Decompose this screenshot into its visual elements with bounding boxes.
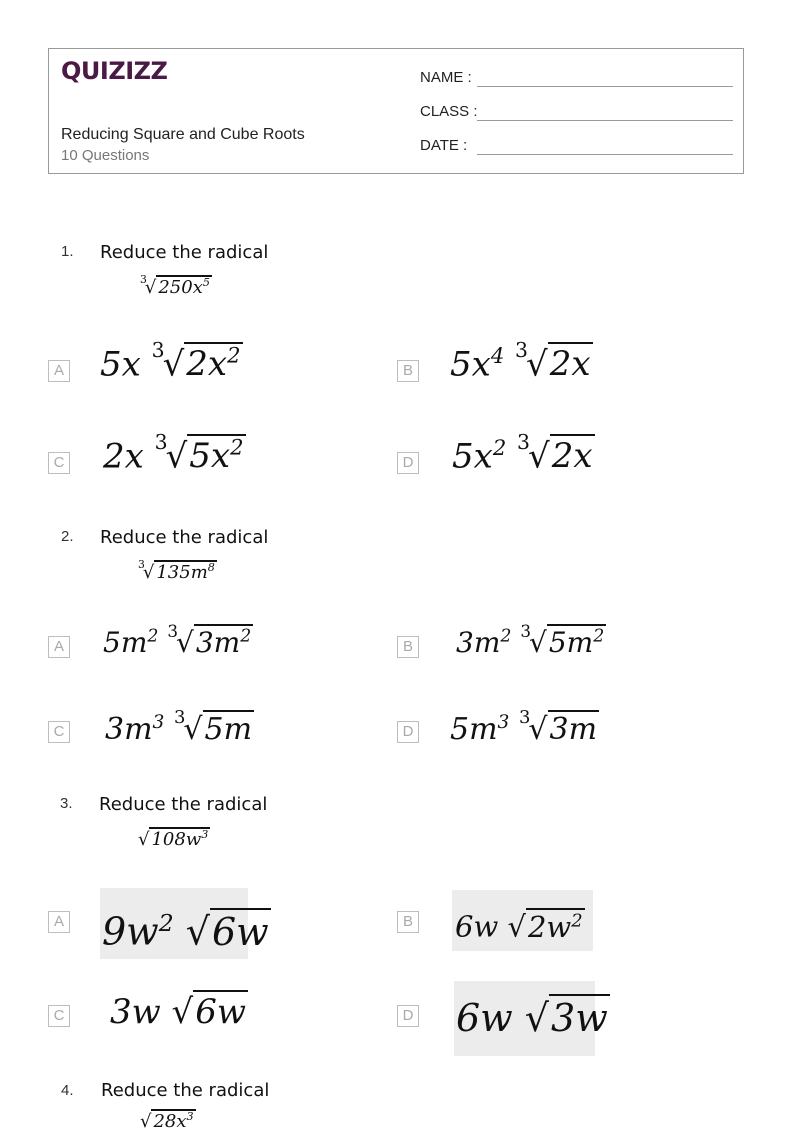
root-index: 3 xyxy=(520,620,532,641)
radicand: 108w xyxy=(151,829,202,850)
coefficient: 5m xyxy=(103,626,148,659)
option-letter-a[interactable]: A xyxy=(48,360,70,382)
radicand-exponent: 2 xyxy=(230,435,244,460)
date-line[interactable] xyxy=(477,154,733,155)
radical-sign: √ xyxy=(142,562,155,583)
radicand: 6w xyxy=(212,909,269,954)
radical-sign: √ xyxy=(144,277,157,298)
exponent: 3 xyxy=(201,828,209,841)
option-letter-c[interactable]: C xyxy=(48,1005,70,1027)
radical-sign: √ xyxy=(162,344,185,385)
radicand: 3w xyxy=(551,996,608,1040)
coefficient: 6w xyxy=(456,996,513,1040)
radicand: 5m xyxy=(204,712,253,747)
coefficient: 5m xyxy=(450,712,498,747)
radicand-exponent: 2 xyxy=(593,626,605,647)
radicand: 3m xyxy=(195,626,241,659)
coefficient: 2x xyxy=(103,436,144,477)
coefficient-exponent: 3 xyxy=(152,712,165,733)
radicand: 2w xyxy=(527,909,572,944)
radicand: 2x xyxy=(186,344,228,385)
date-label: DATE : xyxy=(420,137,468,154)
radical-sign: √ xyxy=(507,909,526,944)
root-index: 3 xyxy=(173,706,186,728)
option-letter-c[interactable]: C xyxy=(48,721,70,743)
option-letter-d[interactable]: D xyxy=(397,452,419,474)
option-letter-b[interactable]: B xyxy=(397,636,419,658)
radicand: 5x xyxy=(189,436,231,477)
question-prompt: Reduce the radical xyxy=(99,794,268,815)
answer-option-b[interactable] xyxy=(456,620,606,659)
question-prompt: Reduce the radical xyxy=(100,527,269,548)
answer-option-d[interactable] xyxy=(452,429,595,477)
radicand-exponent: 2 xyxy=(227,343,241,368)
radicand: 3m xyxy=(549,712,598,747)
radical-sign: √ xyxy=(165,436,188,477)
radicand: 28x xyxy=(153,1111,187,1132)
radicand: 5m xyxy=(548,626,594,659)
class-field[interactable] xyxy=(420,103,478,120)
radical-sign: √ xyxy=(529,626,547,659)
root-index: 3 xyxy=(151,337,165,362)
coefficient: 5x xyxy=(450,344,491,385)
coefficient: 5x xyxy=(452,436,493,477)
answer-option-d[interactable] xyxy=(454,981,608,1056)
root-index: 3 xyxy=(138,558,145,572)
coefficient: 3w xyxy=(110,992,161,1032)
name-line[interactable] xyxy=(477,86,733,87)
root-index: 3 xyxy=(167,620,179,641)
name-label: NAME : xyxy=(420,69,472,86)
answer-option-a[interactable] xyxy=(100,888,269,959)
answer-option-d[interactable] xyxy=(450,706,599,747)
answer-option-b[interactable] xyxy=(450,337,593,385)
answer-option-b[interactable] xyxy=(452,890,593,951)
question-prompt: Reduce the radical xyxy=(101,1080,270,1101)
option-letter-b[interactable]: B xyxy=(397,911,419,933)
question-expression xyxy=(140,273,212,298)
coefficient: 3m xyxy=(105,712,153,747)
root-index: 3 xyxy=(517,429,531,454)
radicand: 2x xyxy=(551,436,593,477)
question-number: 2. xyxy=(61,528,74,545)
exponent: 3 xyxy=(186,1110,194,1123)
radical-sign: √ xyxy=(171,992,194,1032)
root-index: 3 xyxy=(518,706,531,728)
option-letter-d[interactable]: D xyxy=(397,721,419,743)
class-label: CLASS : xyxy=(420,103,478,120)
name-field[interactable] xyxy=(420,69,472,86)
coefficient-exponent: 3 xyxy=(497,712,510,733)
class-line[interactable] xyxy=(477,120,733,121)
radicand: 250x xyxy=(158,277,203,298)
option-letter-a[interactable]: A xyxy=(48,636,70,658)
answer-option-c[interactable] xyxy=(110,992,248,1032)
radical-sign: √ xyxy=(138,829,150,850)
worksheet-header xyxy=(48,48,744,174)
worksheet-title: Reducing Square and Cube Roots xyxy=(61,126,305,143)
radicand: 6w xyxy=(195,992,246,1032)
coefficient-exponent: 2 xyxy=(500,626,512,647)
radical-sign: √ xyxy=(524,996,550,1040)
coefficient-exponent: 2 xyxy=(147,626,159,647)
root-index: 3 xyxy=(140,273,147,287)
option-letter-b[interactable]: B xyxy=(397,360,419,382)
option-letter-c[interactable]: C xyxy=(48,452,70,474)
answer-option-a[interactable] xyxy=(100,337,243,385)
date-field[interactable] xyxy=(420,137,467,154)
radical-sign: √ xyxy=(185,909,210,954)
coefficient: 6w xyxy=(455,909,499,944)
coefficient-exponent: 4 xyxy=(490,343,505,368)
exponent: 5 xyxy=(202,276,210,289)
coefficient: 3m xyxy=(456,626,501,659)
radical-sign: √ xyxy=(140,1111,152,1132)
radical-sign: √ xyxy=(526,344,548,385)
question-number: 3. xyxy=(60,795,73,812)
coefficient: 9w xyxy=(102,909,159,954)
exponent: 8 xyxy=(207,561,215,574)
answer-option-c[interactable] xyxy=(105,706,254,747)
radicand: 2x xyxy=(549,344,591,385)
question-number: 4. xyxy=(61,1082,74,1099)
radicand: 135m xyxy=(156,562,208,583)
question-prompt: Reduce the radical xyxy=(100,242,269,263)
option-letter-d[interactable]: D xyxy=(397,1005,419,1027)
answer-option-c[interactable] xyxy=(103,429,246,477)
root-index: 3 xyxy=(515,337,529,362)
option-letter-a[interactable]: A xyxy=(48,911,70,933)
coefficient: 5x xyxy=(100,344,141,385)
question-number: 1. xyxy=(61,243,74,260)
coefficient-exponent: 2 xyxy=(492,435,507,460)
root-index: 3 xyxy=(154,429,168,454)
radical-sign: √ xyxy=(176,626,194,659)
radicand-exponent: 2 xyxy=(571,910,583,931)
question-count: 10 Questions xyxy=(61,147,150,164)
radical-sign: √ xyxy=(528,436,550,477)
answer-option-a[interactable] xyxy=(103,620,253,659)
coefficient-exponent: 2 xyxy=(158,909,174,937)
radical-sign: √ xyxy=(528,712,548,747)
question-expression xyxy=(138,558,217,583)
question-expression xyxy=(138,828,210,850)
radical-sign: √ xyxy=(183,712,203,747)
question-expression xyxy=(140,1110,196,1132)
quizizz-logo: QUIZIZZ xyxy=(61,57,168,85)
radicand-exponent: 2 xyxy=(240,626,252,647)
